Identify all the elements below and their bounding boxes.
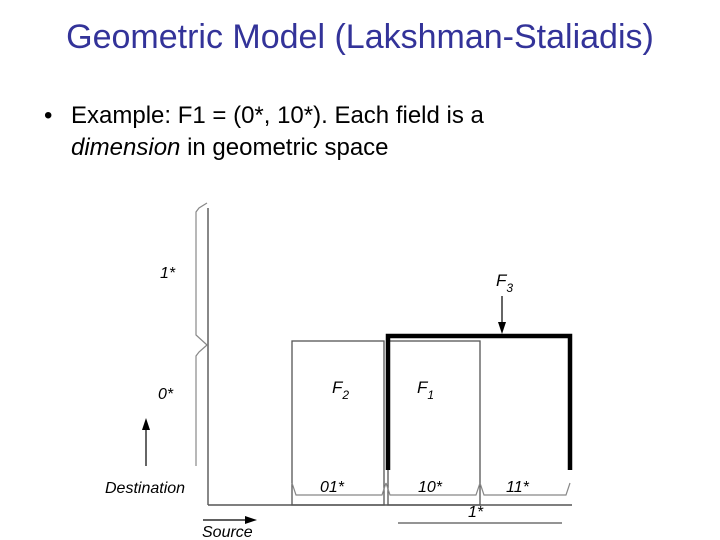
x-label-10-star: 10* — [418, 479, 443, 496]
filter-f3-region — [388, 336, 570, 470]
filter-f2-label: $F_2$ — [332, 378, 350, 402]
filter-f1-label: $F_1$ — [417, 378, 435, 402]
destination-label: Destination — [105, 480, 186, 497]
x-label-1-star: 1* — [468, 504, 484, 521]
y-bracket-bottom — [196, 345, 207, 466]
source-arrow-head — [245, 516, 257, 524]
x-label-11-star: 11* — [506, 479, 529, 496]
y-label-1-star: 1* — [160, 265, 176, 282]
y-label-0-star: 0* — [158, 386, 174, 403]
bullet-marker: • — [44, 102, 53, 129]
bullet-text-tail: in geometric space — [180, 134, 389, 161]
source-label: Source — [202, 524, 253, 540]
destination-arrow-head — [142, 418, 150, 430]
bullet-emphasis: dimension — [71, 134, 181, 161]
bullet-text-main: Example: F1 = (0*, 10*). Each field is a — [71, 102, 484, 129]
filter-f3-label: $F_3$ — [496, 271, 514, 295]
f3-arrow-head — [498, 322, 506, 334]
x-label-01-star: 01* — [320, 479, 345, 496]
y-bracket-top — [196, 203, 207, 345]
slide-title: Geometric Model (Lakshman-Staliadis) — [66, 18, 654, 56]
